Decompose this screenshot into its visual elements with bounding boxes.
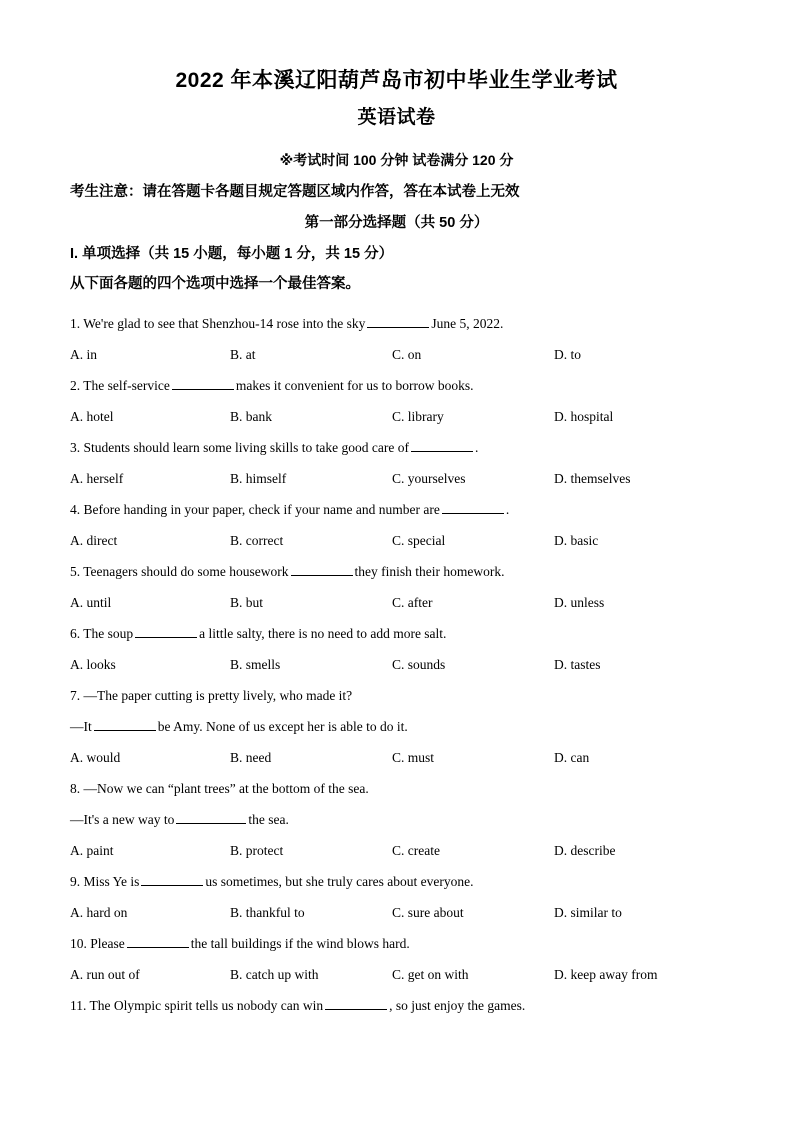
question-stem-text: 10. Please	[70, 936, 125, 951]
option-a[interactable]: A. would	[70, 750, 121, 765]
option-d[interactable]: D. to	[554, 347, 581, 362]
option-row	[70, 649, 737, 680]
exam-meta: ※考试时间 100 分钟 试卷满分 120 分	[279, 152, 514, 168]
option-b[interactable]: B. thankful to	[230, 905, 305, 920]
option-d[interactable]: D. keep away from	[554, 967, 658, 982]
option-a[interactable]: A. direct	[70, 533, 118, 548]
option-c[interactable]: C. sounds	[392, 657, 446, 672]
question-block	[70, 680, 737, 773]
question-stem-text: 4. Before handing in your paper, check if your name and number are	[70, 502, 440, 517]
part-title: 第一部分选择题（共 50 分）	[304, 215, 489, 231]
question-stem-text-tail: the tall buildings if the wind blows hard.	[190, 936, 410, 951]
option-b[interactable]: B. catch up with	[230, 967, 319, 982]
section-heading: I. 单项选择（共 15 小题，每小题 1 分，共 15 分）	[70, 246, 394, 262]
question-stem	[70, 556, 737, 587]
question-stem-text: 1. We're glad to see that Shenzhou-14 rose into the sky	[70, 316, 366, 331]
question-stem-text: 8. —Now we can “plant trees” at the bottom of the sea.	[70, 781, 369, 796]
question-dialogue-line	[70, 711, 737, 742]
option-b[interactable]: B. himself	[230, 471, 287, 486]
question-stem	[70, 680, 737, 711]
option-b[interactable]: B. bank	[230, 409, 272, 424]
option-a[interactable]: A. until	[70, 595, 112, 610]
option-d[interactable]: D. themselves	[554, 471, 631, 486]
question-stem-text-tail: June 5, 2022.	[431, 316, 504, 331]
option-c[interactable]: C. special	[392, 533, 446, 548]
question-stem	[70, 990, 737, 1021]
question-block	[70, 308, 737, 370]
option-c[interactable]: C. get on with	[392, 967, 469, 982]
answer-blank	[135, 626, 197, 638]
question-stem	[70, 618, 737, 649]
option-row	[70, 742, 737, 773]
answer-blank	[291, 564, 353, 576]
question-block	[70, 370, 737, 432]
answer-blank	[141, 874, 203, 886]
option-c[interactable]: C. library	[392, 409, 444, 424]
question-block	[70, 773, 737, 866]
question-stem-text-tail: , so just enjoy the games.	[389, 998, 526, 1013]
question-stem-text-tail: a little salty, there is no need to add more salt.	[199, 626, 447, 641]
option-d[interactable]: D. similar to	[554, 905, 622, 920]
option-row	[70, 401, 737, 432]
option-c[interactable]: C. sure about	[392, 905, 464, 920]
candidate-notice: 考生注意：请在答题卡各题目规定答题区域内作答，答在本试卷上无效	[70, 184, 520, 200]
option-b[interactable]: B. protect	[230, 843, 284, 858]
option-a[interactable]: A. in	[70, 347, 97, 362]
option-b[interactable]: B. but	[230, 595, 264, 610]
question-stem-text-tail: us sometimes, but she truly cares about everyone.	[205, 874, 474, 889]
answer-blank	[442, 502, 504, 514]
option-d[interactable]: D. basic	[554, 533, 599, 548]
question-block	[70, 432, 737, 494]
question-stem-text-tail: they finish their homework.	[354, 564, 505, 579]
dialogue-text-tail: the sea.	[248, 812, 289, 827]
option-b[interactable]: B. correct	[230, 533, 284, 548]
option-c[interactable]: C. must	[392, 750, 435, 765]
question-block	[70, 556, 737, 618]
dialogue-text: —It's a new way to	[70, 812, 175, 827]
question-block	[70, 494, 737, 556]
question-stem	[70, 308, 737, 339]
question-block	[70, 618, 737, 680]
option-row	[70, 959, 737, 990]
option-a[interactable]: A. run out of	[70, 967, 140, 982]
option-c[interactable]: C. yourselves	[392, 471, 466, 486]
option-d[interactable]: D. unless	[554, 595, 605, 610]
option-c[interactable]: C. create	[392, 843, 440, 858]
section-instruction: 从下面各题的四个选项中选择一个最佳答案。	[70, 276, 360, 292]
option-a[interactable]: A. hard on	[70, 905, 128, 920]
option-row	[70, 463, 737, 494]
option-row	[70, 835, 737, 866]
question-stem-text: 5. Teenagers should do some housework	[70, 564, 289, 579]
option-row	[70, 339, 737, 370]
question-stem	[70, 866, 737, 897]
answer-blank	[176, 812, 246, 824]
answer-blank	[94, 719, 156, 731]
question-stem-text: 2. The self-service	[70, 378, 170, 393]
question-stem	[70, 494, 737, 525]
dialogue-text: —It	[70, 719, 92, 734]
answer-blank	[127, 936, 189, 948]
answer-blank	[411, 440, 473, 452]
question-stem-text-tail: .	[505, 502, 510, 517]
question-block	[70, 990, 737, 1021]
option-c[interactable]: C. after	[392, 595, 433, 610]
question-stem-text-tail: makes it convenient for us to borrow books.	[235, 378, 474, 393]
question-stem-text: 6. The soup	[70, 626, 134, 641]
option-b[interactable]: B. smells	[230, 657, 281, 672]
option-b[interactable]: B. need	[230, 750, 272, 765]
question-stem	[70, 773, 737, 804]
question-stem	[70, 432, 737, 463]
question-stem-text: 11. The Olympic spirit tells us nobody can win	[70, 998, 324, 1013]
page-title: 2022 年本溪辽阳葫芦岛市初中毕业生学业考试	[175, 69, 618, 92]
answer-blank	[367, 316, 429, 328]
option-row	[70, 525, 737, 556]
option-d[interactable]: D. hospital	[554, 409, 614, 424]
question-block	[70, 866, 737, 928]
question-stem-text: 9. Miss Ye is	[70, 874, 140, 889]
page-subtitle: 英语试卷	[357, 107, 436, 128]
option-d[interactable]: D. tastes	[554, 657, 601, 672]
question-stem-text: 7. —The paper cutting is pretty lively, who made it?	[70, 688, 353, 703]
question-stem-text-tail: .	[474, 440, 479, 455]
option-row	[70, 897, 737, 928]
question-stem	[70, 928, 737, 959]
option-a[interactable]: A. hotel	[70, 409, 114, 424]
option-c[interactable]: C. on	[392, 347, 422, 362]
option-row	[70, 587, 737, 618]
option-a[interactable]: A. herself	[70, 471, 124, 486]
question-list	[56, 294, 737, 1021]
answer-blank	[172, 378, 234, 390]
question-dialogue-line	[70, 804, 737, 835]
option-d[interactable]: D. can	[554, 750, 590, 765]
option-a[interactable]: A. looks	[70, 657, 116, 672]
option-b[interactable]: B. at	[230, 347, 256, 362]
question-block	[70, 928, 737, 990]
option-a[interactable]: A. paint	[70, 843, 114, 858]
dialogue-text-tail: be Amy. None of us except her is able to do it.	[157, 719, 408, 734]
option-d[interactable]: D. describe	[554, 843, 616, 858]
answer-blank	[325, 998, 387, 1010]
question-stem-text: 3. Students should learn some living skills to take good care of	[70, 440, 409, 455]
question-stem	[70, 370, 737, 401]
